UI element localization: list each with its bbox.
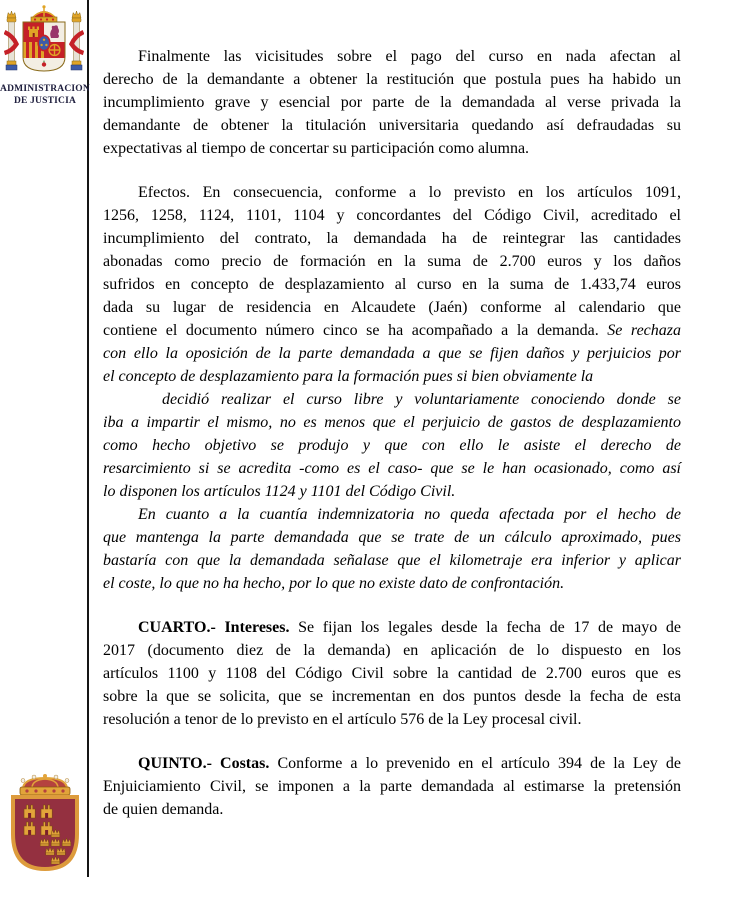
text-run: contiene el documento número cinco se ha acompañado a la demanda. [103, 322, 608, 339]
murcia-coat-of-arms-icon [8, 771, 82, 875]
text-run: Enjuiciamiento Civil, se imponen a la parte demandada al estimarse la pretensión [103, 778, 681, 795]
text-run: de quien demanda. [103, 801, 224, 818]
text-run: derecho de la demandante a obtener la restitución que postula pues ha habido un [103, 71, 681, 88]
text-run: Efectos. En consecuencia, conforme a lo previsto en los artículos 1091, [138, 184, 681, 201]
text-run: Conforme a lo prevenido en el artículo 394 de la Ley de [269, 755, 681, 772]
text-line [103, 319, 681, 342]
text-run: 2017 (documento diez de la demanda) en aplicación de lo dispuesto en los [103, 642, 681, 659]
text-line [103, 798, 681, 821]
text-line [103, 662, 681, 685]
text-run: lo disponen los artículos 1124 y 1101 del Código Civil. [103, 483, 456, 500]
administracion-de-justicia-caption [0, 83, 90, 107]
text-run: como hecho objetivo se produjo y que con ello le asiste el derecho de [103, 437, 681, 454]
text-run: En cuanto a la cuantía indemnizatoria no queda afectada por el hecho de [138, 506, 681, 523]
text-line [103, 273, 681, 296]
text-run: el concepto de desplazamiento para la formación pues si bien obviamente la [103, 368, 594, 385]
text-line [103, 775, 681, 798]
text-line [103, 480, 681, 503]
text-run: Se fijan los legales desde la fecha de 17 de mayo de [289, 619, 682, 636]
text-line [103, 457, 681, 480]
text-line [103, 91, 681, 114]
text-line [103, 572, 681, 595]
text-run: abonadas como precio de formación en la suma de 2.700 euros y los daños [103, 253, 681, 270]
text-line [103, 388, 681, 411]
text-line [103, 526, 681, 549]
text-run: Finalmente las vicisitudes sobre el pago del curso en nada afectan al [138, 48, 681, 65]
text-line [103, 549, 681, 572]
text-line [103, 342, 681, 365]
text-line [103, 752, 681, 775]
text-line [103, 616, 681, 639]
text-line [103, 639, 681, 662]
document-text [103, 45, 681, 821]
text-line [103, 503, 681, 526]
text-run: incumplimiento del contrato, la demandada ha de reintegrar las cantidades [103, 230, 681, 247]
text-run: artículos 1100 y 1108 del Código Civil sobre la cantidad de 2.700 euros que es [103, 665, 681, 682]
text-line [103, 137, 681, 160]
text-line [103, 45, 681, 68]
text-run: bastaría con que la demandada señalase que el kilometraje era inferior y aplicar [103, 552, 681, 569]
text-line [103, 296, 681, 319]
text-run: incumplimiento grave y esencial por parte de la demandada al verse privada la [103, 94, 681, 111]
text-run: que mantenga la parte demandada que se trate de un cálculo aproximado, pues [103, 529, 681, 546]
text-run: QUINTO.- Costas. [138, 755, 270, 772]
text-line [103, 434, 681, 457]
text-line [103, 708, 681, 731]
text-line [103, 181, 681, 204]
caption-line-1: ADMINISTRACION [0, 84, 90, 94]
text-run: sobre la que se solicita, que se incrementan en dos puntos desde la fecha de esta [103, 688, 681, 705]
text-line [103, 114, 681, 137]
text-run: CUARTO.- Intereses. [138, 619, 290, 636]
text-line [103, 68, 681, 91]
margin-divider-line [87, 0, 89, 877]
text-line [103, 250, 681, 273]
text-line [103, 685, 681, 708]
text-run: resolución a tenor de lo previsto en el artículo 576 de la Ley procesal civil. [103, 711, 582, 728]
caption-line-2: DE JUSTICIA [13, 96, 77, 106]
text-run: sufridos en concepto de desplazamiento al curso en la suma de 1.433,74 euros [103, 276, 681, 293]
text-run: dada su lugar de residencia en Alcaudete (Jaén) conforme al calendario que [103, 299, 681, 316]
text-line [103, 227, 681, 250]
text-run: decidió realizar el curso libre y voluntariamente conociendo donde se [162, 391, 681, 408]
text-run: demandante de obtener la titulación universitaria quedando así defraudadas su [103, 117, 681, 134]
text-line [103, 411, 681, 434]
text-line [103, 365, 681, 388]
text-run: expectativas al tiempo de concertar su participación como alumna. [103, 140, 530, 157]
text-run: 1256, 1258, 1124, 1101, 1104 y concordantes del Código Civil, acreditado el [103, 207, 681, 224]
text-run: el coste, lo que no ha hecho, por lo que no existe dato de confrontación. [103, 575, 565, 592]
text-run: con ello la oposición de la parte demandada a que se fijen daños y perjuicios por [103, 345, 681, 362]
text-run: iba a impartir el mismo, no es menos que el perjuicio de gastos de desplazamiento [103, 414, 681, 431]
spain-coat-of-arms-icon [4, 5, 84, 81]
text-run: Se rechaza [607, 322, 681, 339]
text-run: resarcimiento si se acredita -como es el caso- que se le han ocasionado, como así [103, 460, 681, 477]
text-line [103, 204, 681, 227]
